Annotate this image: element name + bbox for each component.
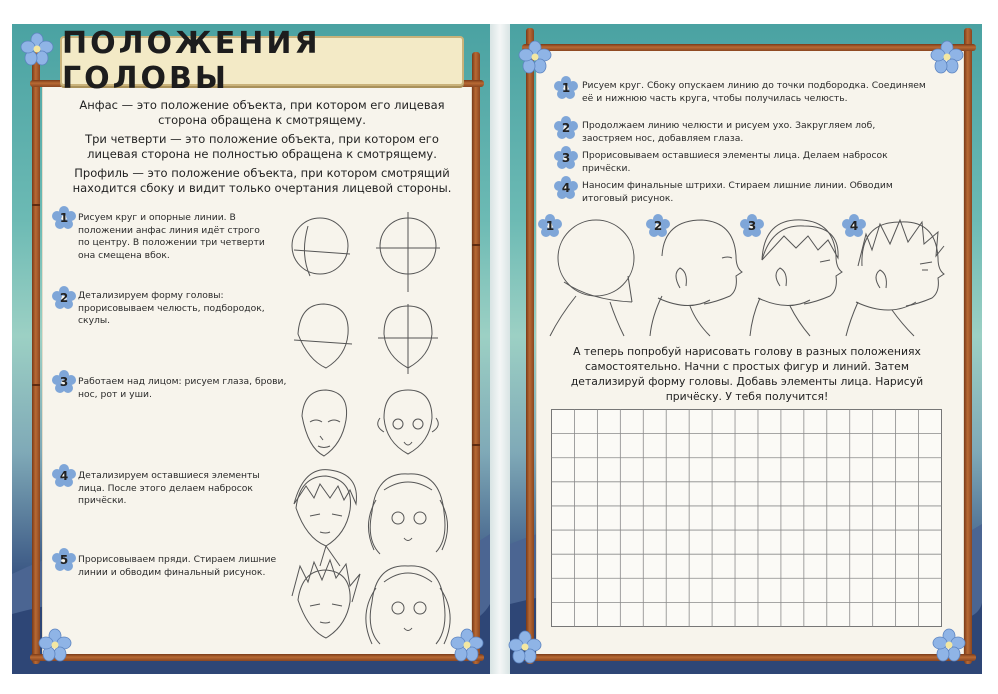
flower-icon bbox=[518, 40, 552, 74]
bamboo-pole-right bbox=[472, 52, 480, 664]
flower-icon bbox=[20, 32, 54, 66]
right-step-badge-3: 3 bbox=[554, 146, 578, 170]
right-step-text-2: Продолжаем линию челюсти и рисуем ухо. Закругляем лоб, заостряем нос, добавляем глаза. bbox=[582, 120, 876, 144]
right-step-badge-1: 1 bbox=[554, 76, 578, 100]
profile-head-sketches bbox=[540, 216, 950, 340]
head-sketches-front-and-three-quarter bbox=[280, 204, 460, 650]
left-step-text-2: Детализируем форму головы: прорисовываем челюсть, подбородок, скулы. bbox=[78, 290, 265, 326]
left-step-text-1: Рисуем круг и опорные линии. В положении анфас линия идёт строго по центру. В положении три четверти она смещена вбок. bbox=[78, 212, 265, 261]
bamboo-pole-left bbox=[32, 52, 40, 664]
left-step-text-3: Работаем над лицом: рисуем глаза, брови, нос, рот и уши. bbox=[78, 376, 287, 400]
flower-icon bbox=[932, 628, 966, 662]
intro-paragraph-profile: Профиль — это положение объекта, при котором смотрящий находится сбоку и видит только очертания лицевой стороны. bbox=[72, 166, 452, 195]
bamboo-bar-bottom bbox=[30, 654, 484, 661]
left-page bbox=[12, 24, 490, 674]
right-step-badge-4: 4 bbox=[554, 176, 578, 200]
practice-grid[interactable] bbox=[551, 409, 942, 627]
left-step-text-4: Детализируем оставшиеся элементы лица. После этого делаем набросок причёски. bbox=[78, 470, 260, 506]
bamboo-bar-bottom bbox=[522, 654, 976, 661]
profile-badge-1: 1 bbox=[538, 214, 562, 238]
step-badge-3: 3 bbox=[52, 370, 76, 394]
bamboo-pole-right bbox=[964, 28, 972, 664]
profile-badge-3: 3 bbox=[740, 214, 764, 238]
practice-instructions: А теперь попробуй нарисовать голову в разных положениях самостоятельно. Начни с простых фигур и линий. Затем детализируй форму головы. Добавь элементы лица. Нарисуй причёску. У тебя получится! bbox=[570, 345, 924, 403]
intro-paragraph-full-face: Анфас — это положение объекта, при котором его лицевая сторона обращена к смотрящему. bbox=[79, 98, 445, 127]
right-step-text-4: Наносим финальные штрихи. Стираем лишние линии. Обводим итоговый рисунок. bbox=[582, 180, 893, 204]
step-badge-5: 5 bbox=[52, 548, 76, 572]
bamboo-bar-top bbox=[522, 44, 976, 51]
intro-paragraph-three-quarter: Три четверти — это положение объекта, при котором его лицевая сторона не полностью обращена к смотрящему. bbox=[85, 132, 439, 161]
book-gutter bbox=[490, 24, 510, 674]
step-badge-4: 4 bbox=[52, 464, 76, 488]
flower-icon bbox=[38, 628, 72, 662]
page-title: ПОЛОЖЕНИЯ ГОЛОВЫ bbox=[62, 26, 321, 96]
profile-badge-2: 2 bbox=[646, 214, 670, 238]
flower-icon bbox=[930, 40, 964, 74]
page-title-banner bbox=[60, 26, 464, 96]
right-step-text-1: Рисуем круг. Сбоку опускаем линию до точки подбородка. Соединяем её и нижнюю часть круга, чтобы получилась челюсть. bbox=[582, 80, 926, 104]
left-step-text-5: Прорисовываем пряди. Стираем лишние линии и обводим финальный рисунок. bbox=[78, 554, 277, 578]
profile-badge-4: 4 bbox=[842, 214, 866, 238]
step-badge-2: 2 bbox=[52, 286, 76, 310]
right-step-text-3: Прорисовываем оставшиеся элементы лица. Делаем набросок причёски. bbox=[582, 150, 888, 174]
bamboo-pole-left bbox=[526, 28, 534, 664]
flower-icon bbox=[508, 630, 542, 664]
right-step-badge-2: 2 bbox=[554, 116, 578, 140]
step-badge-1: 1 bbox=[52, 206, 76, 230]
